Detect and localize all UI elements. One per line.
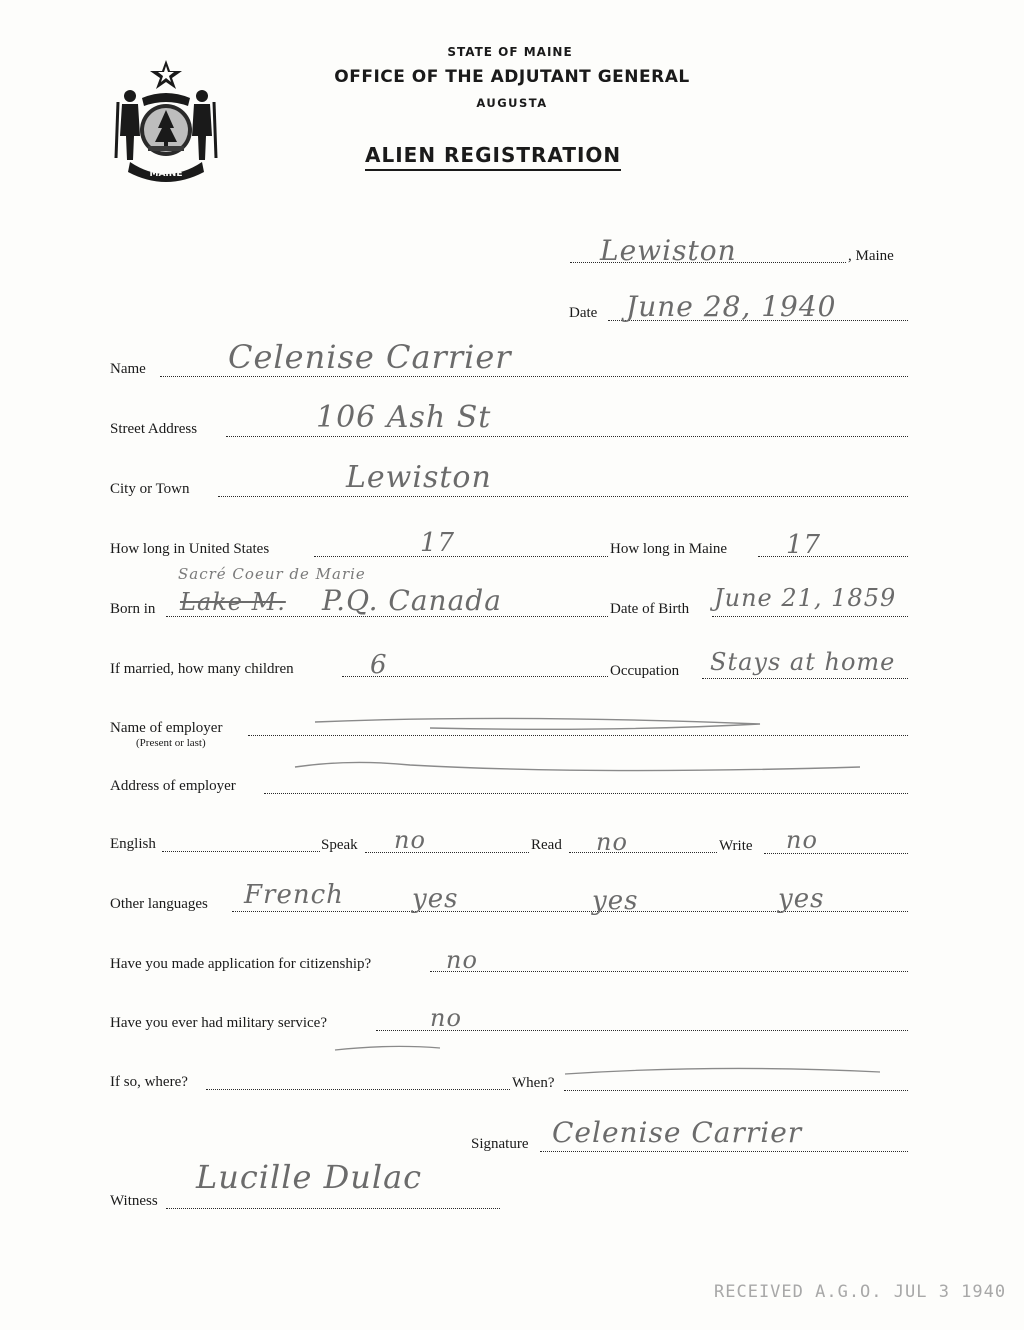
citizenship-value: no xyxy=(446,946,478,974)
us-value: 17 xyxy=(420,528,456,558)
other-lang-value: French xyxy=(244,880,344,910)
occupation-dots xyxy=(702,678,908,679)
children-value: 6 xyxy=(370,650,388,680)
signature-label: Signature xyxy=(471,1136,529,1152)
name-value: Celenise Carrier xyxy=(228,338,512,376)
write-label: Write xyxy=(719,838,753,854)
write-value: no xyxy=(786,826,818,854)
other-label: Other languages xyxy=(110,896,208,912)
when-dots xyxy=(564,1090,908,1091)
when-dash-stroke xyxy=(560,1060,890,1084)
city-value: Lewiston xyxy=(346,460,492,495)
children-label: If married, how many children xyxy=(110,661,294,677)
form-title: ALIEN REGISTRATION xyxy=(365,143,621,171)
born-value: P.Q. Canada xyxy=(322,584,502,617)
header-state: STATE OF MAINE xyxy=(447,45,573,59)
maine-value: 17 xyxy=(786,530,822,560)
born-label: Born in xyxy=(110,601,156,617)
speak-value: no xyxy=(394,826,426,854)
citizenship-label: Have you made application for citizenship? xyxy=(110,956,372,972)
witness-label: Witness xyxy=(110,1193,158,1209)
military-label: Have you ever had military service? xyxy=(110,1015,327,1031)
dob-value: June 21, 1859 xyxy=(714,584,897,612)
street-label: Street Address xyxy=(110,421,198,437)
other-read-value: yes xyxy=(592,886,639,916)
svg-text:MAINE: MAINE xyxy=(149,169,183,179)
employer-addr-dots xyxy=(264,793,908,794)
where-label: If so, where? xyxy=(110,1074,188,1090)
when-label: When? xyxy=(512,1075,555,1091)
employer-sub: (Present or last) xyxy=(136,737,206,749)
occupation-label: Occupation xyxy=(610,663,680,679)
place-suffix: , Maine xyxy=(848,248,894,264)
read-label: Read xyxy=(531,837,562,853)
employer-addr-label: Address of employer xyxy=(110,778,236,794)
place-value: Lewiston xyxy=(600,234,737,267)
read-value: no xyxy=(596,828,628,856)
date-label: Date xyxy=(569,305,598,321)
citizenship-dots xyxy=(430,971,908,972)
name-label: Name xyxy=(110,361,146,377)
read-dots xyxy=(569,852,717,853)
where-dots xyxy=(206,1089,510,1090)
military-value: no xyxy=(430,1004,462,1032)
received-stamp: RECEIVED A.G.O. JUL 3 1940 xyxy=(714,1282,1007,1302)
header-office: OFFICE OF THE ADJUTANT GENERAL xyxy=(334,67,690,87)
city-label: City or Town xyxy=(110,481,190,497)
employer-dash-stroke xyxy=(310,708,770,738)
speak-label: Speak xyxy=(321,837,358,853)
employer-label: Name of employer xyxy=(110,720,223,736)
occupation-value: Stays at home xyxy=(710,648,896,676)
maine-label: How long in Maine xyxy=(610,541,728,557)
other-speak-value: yes xyxy=(412,884,459,914)
header-city: AUGUSTA xyxy=(476,96,548,110)
signature-dots xyxy=(540,1151,908,1152)
employer-addr-dash-stroke xyxy=(290,755,870,785)
other-write-value: yes xyxy=(778,884,825,914)
military-dash-stroke xyxy=(330,1040,450,1060)
witness-dots xyxy=(166,1208,500,1209)
born-struck: Lake M. xyxy=(180,588,286,616)
maine-state-seal-icon xyxy=(112,58,220,188)
signature-value: Celenise Carrier xyxy=(552,1116,803,1149)
witness-value: Lucille Dulac xyxy=(196,1158,423,1196)
dob-label: Date of Birth xyxy=(610,601,690,617)
city-dots xyxy=(218,496,908,497)
speak-dots xyxy=(365,852,529,853)
us-dots xyxy=(314,556,608,557)
english-label: English xyxy=(110,836,156,852)
name-dots xyxy=(160,376,908,377)
dob-dots xyxy=(712,616,908,617)
street-value: 106 Ash St xyxy=(316,400,492,435)
born-above: Sacré Coeur de Marie xyxy=(178,565,366,583)
english-dots xyxy=(162,851,320,852)
maine-dots xyxy=(758,556,908,557)
street-dots xyxy=(226,436,908,437)
us-label: How long in United States xyxy=(110,541,270,557)
date-value: June 28, 1940 xyxy=(626,290,837,323)
